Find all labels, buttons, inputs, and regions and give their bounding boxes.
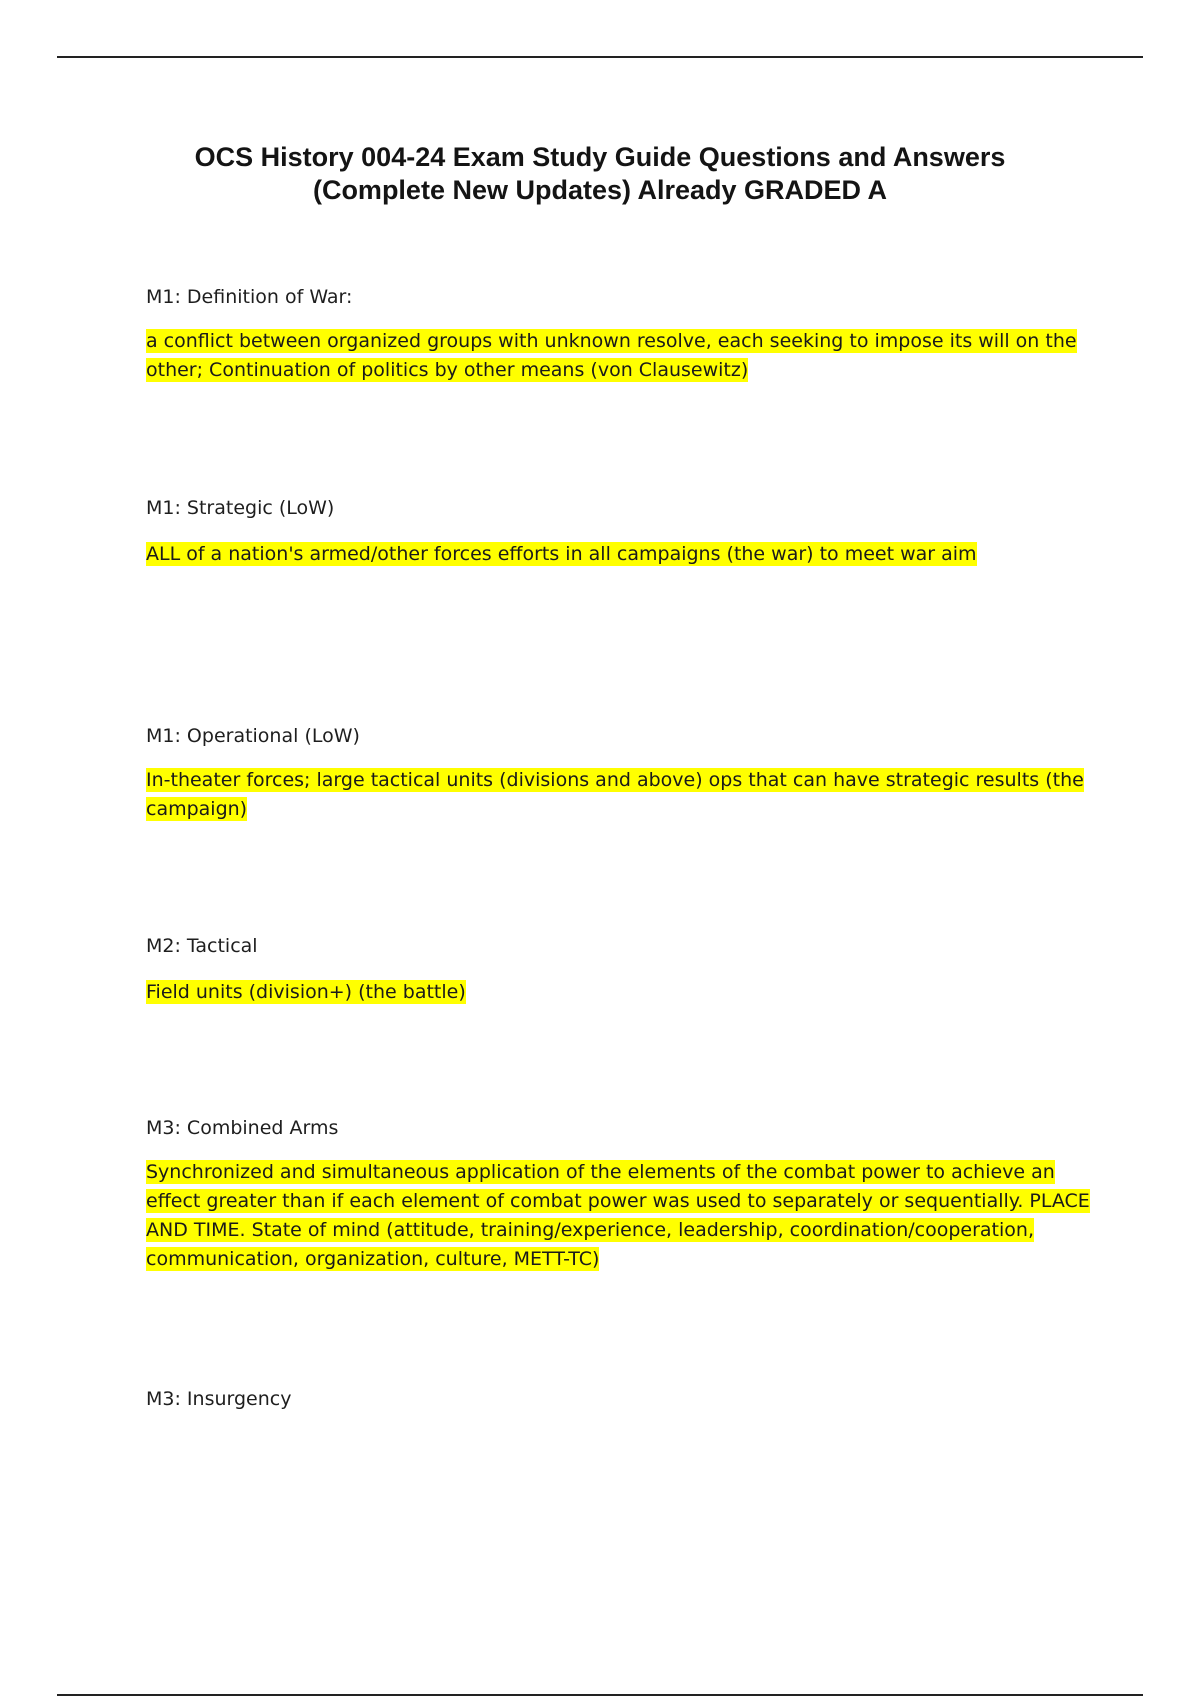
term-operational: M1: Operational (LoW) [146, 725, 360, 747]
term-tactical: M2: Tactical [146, 935, 258, 957]
answer-tactical [146, 978, 1096, 1007]
title-line-1: OCS History 004-24 Exam Study Guide Questions and Answers [194, 142, 1006, 172]
term-insurgency: M3: Insurgency [146, 1388, 292, 1410]
answer-highlight: Synchronized and simultaneous application of the elements of the combat power to achieve an effect greater than if each element of combat power was used to separately or sequentially. PLACE AND TIME. State of mind (attitude, training/experience, leadership, coordination/cooperation, communication, organization, culture, METT-TC) [146, 1161, 1090, 1270]
title-line-2: (Complete New Updates) Already GRADED A [312, 175, 888, 205]
answer-highlight: a conflict between organized groups with unknown resolve, each seeking to impose its will on the other; Continuation of politics by other means (von Clausewitz) [146, 330, 1077, 381]
answer-highlight: In-theater forces; large tactical units (divisions and above) ops that can have strategic results (the campaign) [146, 769, 1084, 820]
term-combined-arms: M3: Combined Arms [146, 1117, 339, 1139]
header-rule [57, 56, 1143, 58]
term-definition-of-war: M1: Definition of War: [146, 286, 353, 308]
answer-operational [146, 766, 1096, 824]
answer-highlight: ALL of a nation's armed/other forces efforts in all campaigns (the war) to meet war aim [146, 543, 977, 565]
answer-strategic [146, 540, 1096, 569]
answer-combined-arms [146, 1158, 1096, 1274]
term-strategic: M1: Strategic (LoW) [146, 497, 335, 519]
page-title [120, 141, 1080, 207]
answer-highlight: Field units (division+) (the battle) [146, 981, 466, 1003]
footer-rule [57, 1694, 1143, 1696]
answer-definition-of-war [146, 327, 1096, 385]
